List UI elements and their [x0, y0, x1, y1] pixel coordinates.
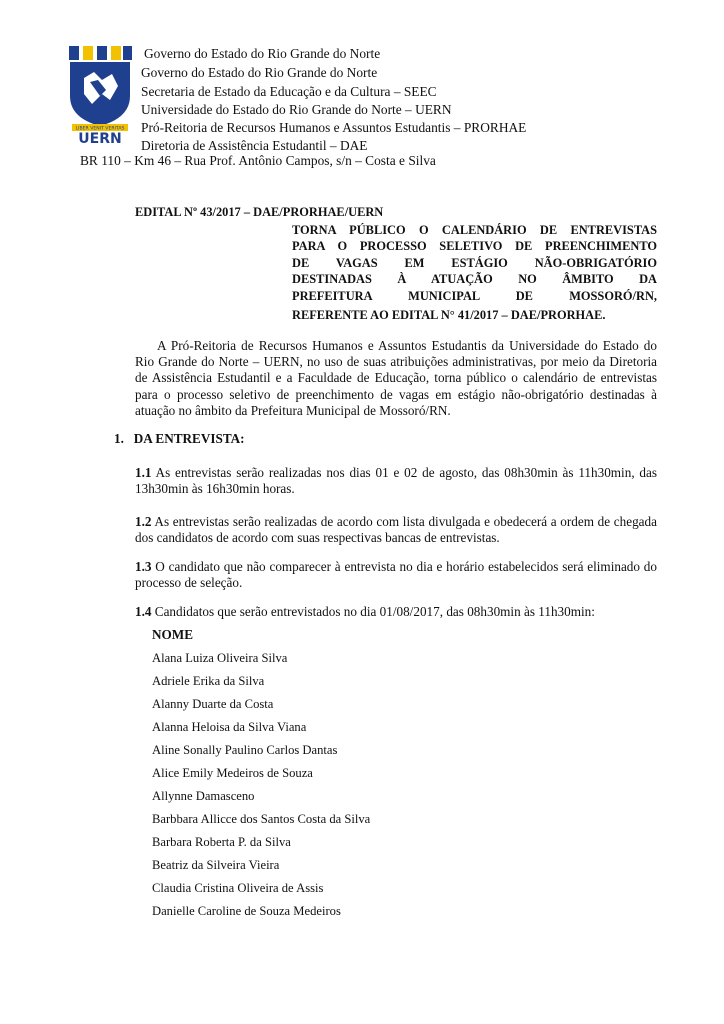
- candidate-name: Aline Sonally Paulino Carlos Dantas: [152, 743, 338, 757]
- candidate-name: Danielle Caroline de Souza Medeiros: [152, 904, 341, 918]
- candidate-name: Alanna Heloisa da Silva Viana: [152, 720, 307, 734]
- candidate-name: Barbbara Allicce dos Santos Costa da Silva: [152, 812, 371, 826]
- ementa-line: PREFEITURA MUNICIPAL DE MOSSORÓ/RN,: [292, 288, 657, 303]
- item-text: O candidato que não comparecer à entrevista no dia e horário estabelecidos será eliminado do processo de seleção.: [135, 559, 657, 591]
- header-address: BR 110 – Km 46 – Rua Prof. Antônio Campos, s/n – Costa e Silva: [80, 153, 436, 168]
- edital-title: EDITAL Nº 43/2017 – DAE/PRORHAE/UERN: [135, 205, 384, 219]
- header-line-4: Universidade do Estado do Rio Grande do Norte – UERN: [141, 102, 452, 117]
- item-number: 1.1: [135, 465, 152, 480]
- candidate-name: Adriele Erika da Silva: [152, 674, 265, 688]
- intro-paragraph: A Pró-Reitoria de Recursos Humanos e Assuntos Estudantis da Universidade do Estado do Rio Grande do Norte – UERN, no uso de suas atribuições administrativas, por meio da Diretoria de Assistência Estudantil e a Faculdade de Educação, torna público o calendário de entrevistas para o processo seletivo de preenchimento de vagas em estágio não-obrigatório destinadas à atuação no âmbito da Prefeitura Municipal de Mossoró/RN.: [135, 338, 657, 418]
- uern-logo: [66, 44, 134, 144]
- item-number: 1.3: [135, 559, 152, 574]
- candidate-name: Claudia Cristina Oliveira de Assis: [152, 881, 324, 895]
- item-1-3: [135, 559, 657, 591]
- item-number: 1.4: [135, 604, 152, 619]
- logo-text: UERN: [78, 131, 122, 144]
- section-title: 1. DA ENTREVISTA:: [114, 431, 245, 446]
- item-number: 1.2: [135, 514, 152, 529]
- logo-motto: LIBER VENIT VERITAS: [75, 126, 125, 132]
- candidate-name: Alice Emily Medeiros de Souza: [152, 766, 313, 780]
- header-line-1: Governo do Estado do Rio Grande do Norte: [144, 46, 381, 61]
- item-text: As entrevistas serão realizadas nos dias 01 e 02 de agosto, das 08h30min às 11h30min, das 13h30min às 16h30min horas.: [135, 465, 657, 497]
- candidate-name: Alana Luiza Oliveira Silva: [152, 651, 288, 665]
- header-line-3: Secretaria de Estado da Educação e da Cultura – SEEC: [141, 84, 437, 99]
- ementa-line: REFERENTE AO EDITAL N° 41/2017 – DAE/PRORHAE.: [292, 308, 606, 323]
- item-text: As entrevistas serão realizadas de acordo com lista divulgada e obedecerá a ordem de chegada dos candidatos de acordo com suas respectivas bancas de entrevistas.: [135, 514, 657, 546]
- ementa-line: DE VAGAS EM ESTÁGIO NÃO-OBRIGATÓRIO: [292, 255, 657, 270]
- item-text: Candidatos que serão entrevistados no dia 01/08/2017, das 08h30min às 11h30min:: [151, 604, 595, 619]
- header-line-6: Diretoria de Assistência Estudantil – DAE: [141, 138, 368, 153]
- candidate-name: Beatriz da Silveira Vieira: [152, 858, 280, 872]
- item-1-2: [135, 514, 657, 546]
- candidates-header: NOME: [152, 627, 194, 642]
- candidate-name: Allynne Damasceno: [152, 789, 255, 803]
- item-1-4: [135, 604, 657, 620]
- item-1-1: [135, 465, 657, 497]
- edital-ementa: [292, 222, 657, 323]
- header-line-2: Governo do Estado do Rio Grande do Norte: [141, 65, 378, 80]
- logo-bars-icon: [69, 46, 132, 60]
- ementa-line: PARA O PROCESSO SELETIVO DE PREENCHIMENTO: [292, 239, 657, 254]
- ementa-line: DESTINADAS À ATUAÇÃO NO ÂMBITO DA: [292, 272, 657, 287]
- ementa-line: TORNA PÚBLICO O CALENDÁRIO DE ENTREVISTAS: [292, 223, 657, 237]
- candidate-name: Alanny Duarte da Costa: [152, 697, 274, 711]
- header-line-5: Pró-Reitoria de Recursos Humanos e Assuntos Estudantis – PRORHAE: [141, 120, 527, 135]
- candidate-name: Barbara Roberta P. da Silva: [152, 835, 291, 849]
